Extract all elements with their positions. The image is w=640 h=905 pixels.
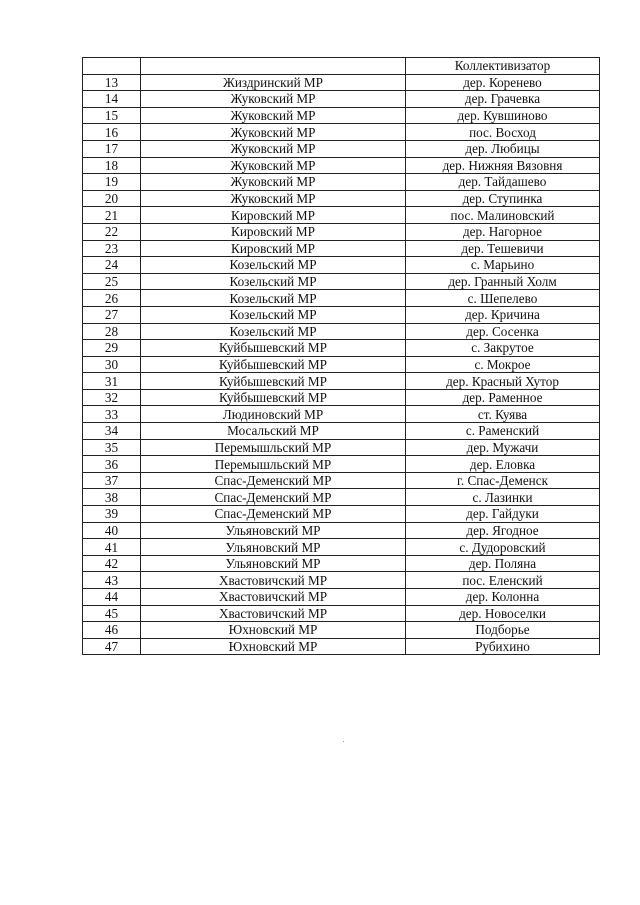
row-number-cell: 24: [83, 257, 141, 274]
district-cell: Куйбышевский МР: [141, 356, 406, 373]
table-row: [83, 506, 600, 523]
row-number-cell: 14: [83, 91, 141, 108]
table-row: [83, 124, 600, 141]
row-number-cell: 30: [83, 356, 141, 373]
district-cell: Жуковский МР: [141, 91, 406, 108]
row-number-cell: 16: [83, 124, 141, 141]
row-number-cell: 28: [83, 323, 141, 340]
table-row: [83, 174, 600, 191]
district-cell: Хвастовичский МР: [141, 589, 406, 606]
district-cell: Куйбышевский МР: [141, 373, 406, 390]
table-row: [83, 257, 600, 274]
place-cell: с. Закрутое: [406, 340, 600, 357]
district-cell: Юхновский МР: [141, 638, 406, 655]
table-row: [83, 91, 600, 108]
district-cell: Козельский МР: [141, 323, 406, 340]
place-cell: дер. Мужачи: [406, 439, 600, 456]
row-number-cell: 29: [83, 340, 141, 357]
place-cell: дер. Еловка: [406, 456, 600, 473]
row-number-cell: 47: [83, 638, 141, 655]
row-number-cell: 35: [83, 439, 141, 456]
district-cell: Козельский МР: [141, 290, 406, 307]
district-cell: Жуковский МР: [141, 140, 406, 157]
district-cell: Юхновский МР: [141, 622, 406, 639]
district-cell: Жуковский МР: [141, 174, 406, 191]
place-cell: дер. Кувшиново: [406, 107, 600, 124]
row-number-cell: 19: [83, 174, 141, 191]
table-row: [83, 290, 600, 307]
place-cell: дер. Новоселки: [406, 605, 600, 622]
district-cell: Людиновский МР: [141, 406, 406, 423]
district-cell: Кировский МР: [141, 240, 406, 257]
row-number-cell: 33: [83, 406, 141, 423]
row-number-cell: 32: [83, 389, 141, 406]
row-number-cell: 38: [83, 489, 141, 506]
place-cell: дер. Коренево: [406, 74, 600, 91]
table-row: [83, 356, 600, 373]
table-row: [83, 622, 600, 639]
table-row: [83, 340, 600, 357]
table-row: [83, 456, 600, 473]
table-row: [83, 423, 600, 440]
table-body: [83, 58, 600, 655]
district-cell: Жуковский МР: [141, 190, 406, 207]
place-cell: пос. Малиновский: [406, 207, 600, 224]
table-row: [83, 157, 600, 174]
district-cell: Перемышльский МР: [141, 439, 406, 456]
table-row: [83, 572, 600, 589]
place-cell: дер. Сосенка: [406, 323, 600, 340]
table-row: [83, 107, 600, 124]
table-header-row: [83, 58, 600, 75]
place-cell: пос. Еленский: [406, 572, 600, 589]
district-cell: Козельский МР: [141, 273, 406, 290]
district-cell: Спас-Деменский МР: [141, 506, 406, 523]
district-cell: Хвастовичский МР: [141, 572, 406, 589]
table-row: [83, 589, 600, 606]
place-cell: дер. Грачевка: [406, 91, 600, 108]
district-cell: Козельский МР: [141, 257, 406, 274]
table-row: [83, 439, 600, 456]
row-number-cell: 31: [83, 373, 141, 390]
place-cell: дер. Нижняя Вязовня: [406, 157, 600, 174]
district-cell: Жуковский МР: [141, 157, 406, 174]
place-cell: Рубихино: [406, 638, 600, 655]
place-cell: дер. Ягодное: [406, 522, 600, 539]
row-number-cell: 40: [83, 522, 141, 539]
table-row: [83, 489, 600, 506]
place-cell: г. Спас-Деменск: [406, 472, 600, 489]
district-cell: Жуковский МР: [141, 124, 406, 141]
district-cell: [141, 58, 406, 75]
row-number-cell: 15: [83, 107, 141, 124]
table-row: [83, 522, 600, 539]
place-cell: с. Шепелево: [406, 290, 600, 307]
district-cell: Перемышльский МР: [141, 456, 406, 473]
row-number-cell: 39: [83, 506, 141, 523]
place-cell: с. Дудоровский: [406, 539, 600, 556]
table-row: [83, 74, 600, 91]
row-number-cell: 36: [83, 456, 141, 473]
place-cell: дер. Нагорное: [406, 223, 600, 240]
row-number-cell: 41: [83, 539, 141, 556]
place-cell: Коллективизатор: [406, 58, 600, 75]
place-cell: дер. Любицы: [406, 140, 600, 157]
district-cell: Кировский МР: [141, 207, 406, 224]
row-number-cell: 26: [83, 290, 141, 307]
table-row: [83, 140, 600, 157]
table-row: [83, 240, 600, 257]
table-row: [83, 555, 600, 572]
place-cell: дер. Гранный Холм: [406, 273, 600, 290]
district-cell: Жуковский МР: [141, 107, 406, 124]
place-cell: дер. Тешевичи: [406, 240, 600, 257]
table-row: [83, 273, 600, 290]
place-cell: дер. Тайдашево: [406, 174, 600, 191]
place-cell: дер. Раменное: [406, 389, 600, 406]
row-number-cell: 13: [83, 74, 141, 91]
table-row: [83, 472, 600, 489]
place-cell: дер. Гайдуки: [406, 506, 600, 523]
row-number-cell: 27: [83, 306, 141, 323]
row-number-cell: 23: [83, 240, 141, 257]
table-row: [83, 306, 600, 323]
table-row: [83, 323, 600, 340]
row-number-cell: [83, 58, 141, 75]
table-row: [83, 389, 600, 406]
district-cell: Козельский МР: [141, 306, 406, 323]
table-row: [83, 605, 600, 622]
table-row: [83, 207, 600, 224]
place-cell: с. Лазинки: [406, 489, 600, 506]
district-cell: Хвастовичский МР: [141, 605, 406, 622]
row-number-cell: 17: [83, 140, 141, 157]
table-row: [83, 223, 600, 240]
district-cell: Кировский МР: [141, 223, 406, 240]
place-cell: дер. Колонна: [406, 589, 600, 606]
district-cell: Куйбышевский МР: [141, 389, 406, 406]
row-number-cell: 21: [83, 207, 141, 224]
place-cell: дер. Красный Хутор: [406, 373, 600, 390]
table-row: [83, 190, 600, 207]
row-number-cell: 46: [83, 622, 141, 639]
district-cell: Ульяновский МР: [141, 522, 406, 539]
place-cell: дер. Поляна: [406, 555, 600, 572]
row-number-cell: 18: [83, 157, 141, 174]
row-number-cell: 22: [83, 223, 141, 240]
table-row: [83, 638, 600, 655]
table-row: [83, 373, 600, 390]
district-cell: Мосальский МР: [141, 423, 406, 440]
district-cell: Жиздринский МР: [141, 74, 406, 91]
table-row: [83, 406, 600, 423]
district-cell: Куйбышевский МР: [141, 340, 406, 357]
row-number-cell: 34: [83, 423, 141, 440]
district-cell: Спас-Деменский МР: [141, 472, 406, 489]
place-cell: дер. Кричина: [406, 306, 600, 323]
row-number-cell: 37: [83, 472, 141, 489]
district-cell: Ульяновский МР: [141, 539, 406, 556]
table-row: [83, 539, 600, 556]
row-number-cell: 20: [83, 190, 141, 207]
place-cell: ст. Куява: [406, 406, 600, 423]
row-number-cell: 42: [83, 555, 141, 572]
district-cell: Спас-Деменский МР: [141, 489, 406, 506]
settlements-table: [82, 57, 600, 655]
row-number-cell: 25: [83, 273, 141, 290]
place-cell: с. Раменский: [406, 423, 600, 440]
place-cell: с. Мокрое: [406, 356, 600, 373]
row-number-cell: 43: [83, 572, 141, 589]
place-cell: пос. Восход: [406, 124, 600, 141]
place-cell: дер. Ступинка: [406, 190, 600, 207]
row-number-cell: 44: [83, 589, 141, 606]
scan-speck: [343, 741, 344, 742]
place-cell: Подборье: [406, 622, 600, 639]
district-cell: Ульяновский МР: [141, 555, 406, 572]
row-number-cell: 45: [83, 605, 141, 622]
place-cell: с. Марьино: [406, 257, 600, 274]
